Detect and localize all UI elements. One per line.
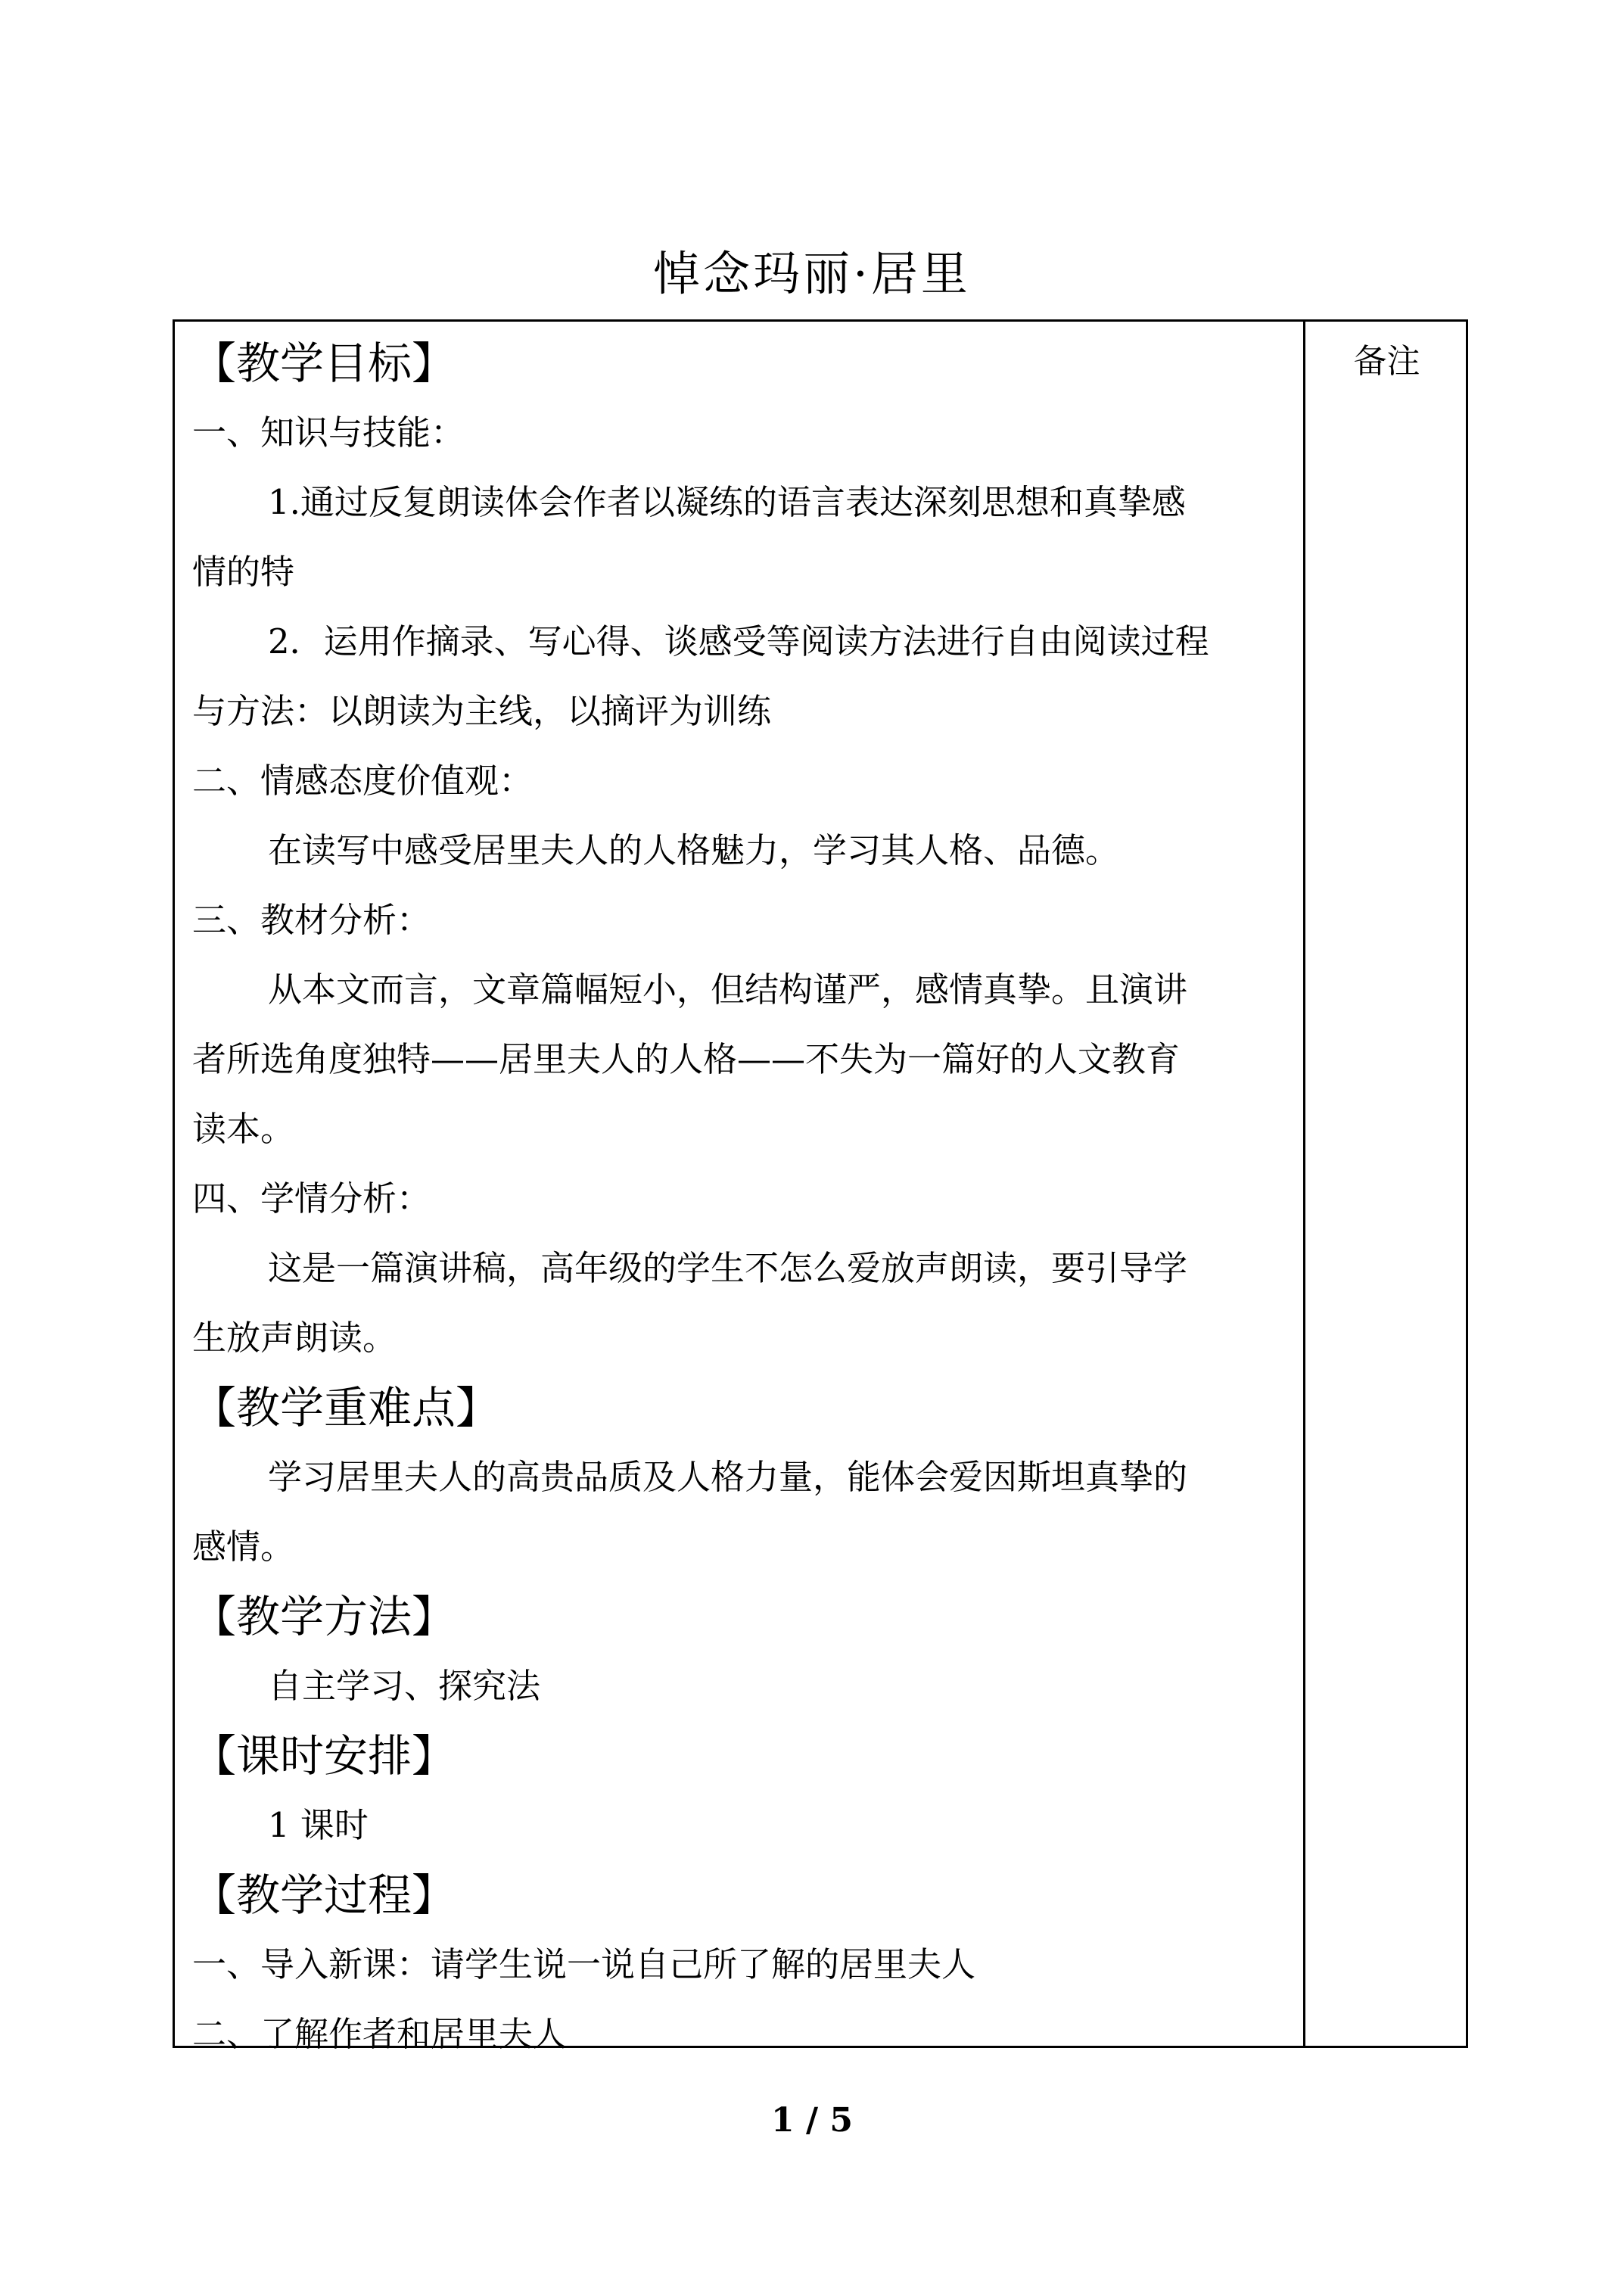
- material-analysis-heading: 三、教材分析：: [192, 900, 431, 940]
- lesson-content-column: [192, 328, 1290, 2069]
- key-points-line-1: 学习居里夫人的高贵品质及人格力量，能体会爱因斯坦真挚的: [268, 1457, 1188, 1497]
- material-analysis-line-3: 读本。: [192, 1109, 295, 1149]
- student-analysis-line-2: 生放声朗读。: [192, 1318, 397, 1358]
- knowledge-skills-heading: 一、知识与技能：: [192, 412, 465, 453]
- teaching-goals-heading: 【教学目标】: [192, 338, 456, 389]
- material-analysis-line-1: 从本文而言，文章篇幅短小，但结构谨严，感情真挚。且演讲: [268, 970, 1188, 1010]
- class-schedule-heading: 【课时安排】: [192, 1730, 456, 1782]
- teaching-process-heading: 【教学过程】: [192, 1869, 456, 1921]
- page-number: 1 / 5: [771, 2101, 853, 2140]
- document-title: 悼念玛丽·居里: [653, 246, 971, 301]
- teaching-methods-heading: 【教学方法】: [192, 1591, 456, 1642]
- student-analysis-line-1: 这是一篇演讲稿，高年级的学生不怎么爱放声朗读，要引导学: [268, 1248, 1188, 1288]
- goal-item-2-line-1: 2．运用作摘录、写心得、谈感受等阅读方法进行自由阅读过程: [268, 621, 1209, 661]
- key-points-line-2: 感情。: [192, 1527, 295, 1567]
- goal-item-2-line-2: 与方法：以朗读为主线，以摘评为训练: [192, 691, 772, 731]
- student-analysis-heading: 四、学情分析：: [192, 1178, 431, 1219]
- notes-column-header: 备注: [1353, 342, 1420, 381]
- class-schedule-text: 1 课时: [268, 1805, 369, 1845]
- process-step-1: 一、导入新课：请学生说一说自己所了解的居里夫人: [192, 1944, 976, 1984]
- teaching-methods-text: 自主学习、探究法: [268, 1666, 541, 1706]
- process-step-2: 二、了解作者和居里夫人: [192, 2014, 568, 2054]
- emotion-values-heading: 二、情感态度价值观：: [192, 761, 534, 801]
- emotion-values-text: 在读写中感受居里夫人的人格魅力，学习其人格、品德。: [268, 830, 1120, 870]
- material-analysis-line-2: 者所选角度独特——居里夫人的人格——不失为一篇好的人文教育: [192, 1039, 1181, 1079]
- goal-item-1-line-2: 情的特: [192, 552, 295, 592]
- key-points-heading: 【教学重难点】: [192, 1382, 500, 1433]
- goal-item-1-line-1: 1.通过反复朗读体会作者以凝练的语言表达深刻思想和真挚感: [268, 482, 1186, 522]
- table-column-divider: [1303, 319, 1305, 2048]
